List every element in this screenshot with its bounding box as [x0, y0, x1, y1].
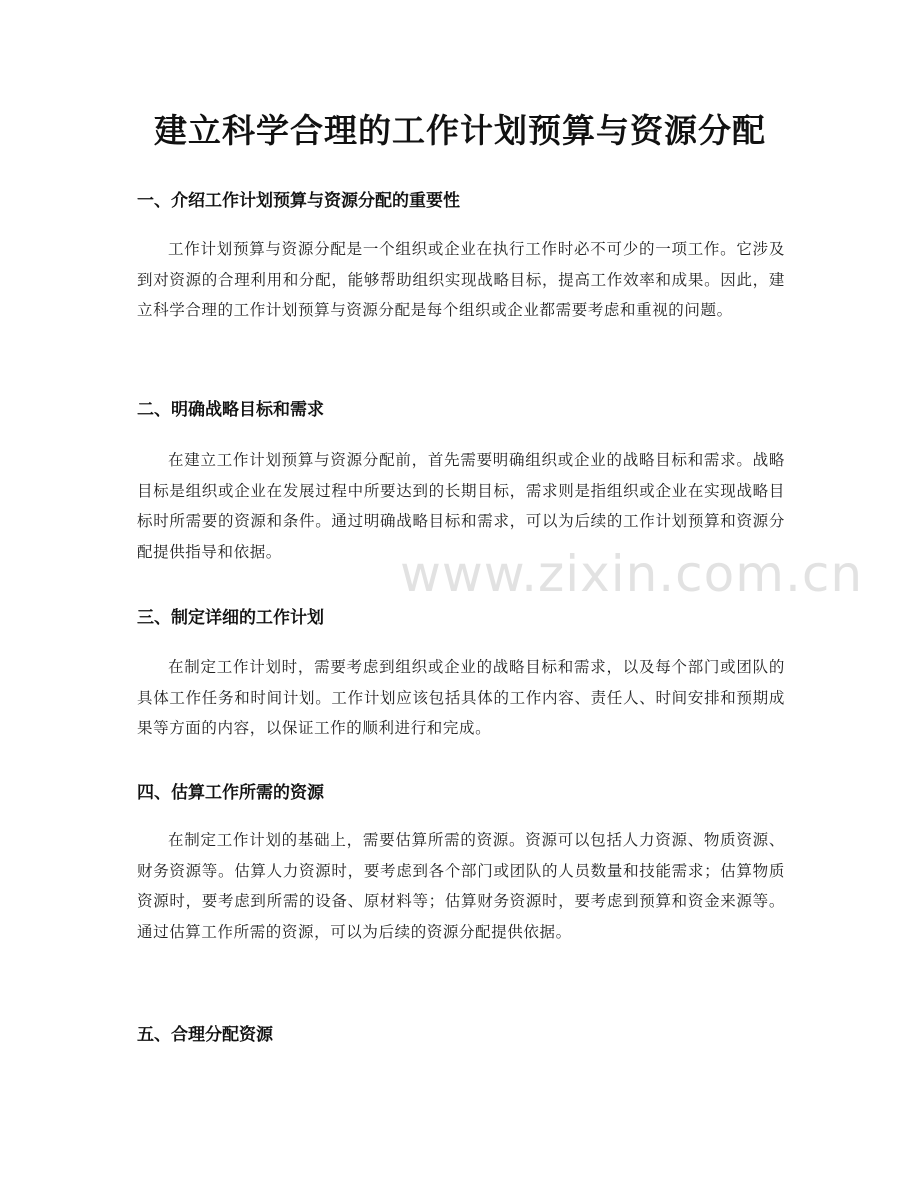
watermark: www.zixin.com.cn [400, 545, 864, 603]
section-heading-1: 一、介绍工作计划预算与资源分配的重要性 [137, 191, 460, 211]
section-heading-2: 二、明确战略目标和需求 [137, 400, 324, 420]
section-body-1: 工作计划预算与资源分配是一个组织或企业在执行工作时必不可少的一项工作。它涉及到对资源的合理利用和分配，能够帮助组织实现战略目标，提高工作效率和成果。因此，建立科学合理的工作计划预算与资源分配是每个组织或企业都需要考虑和重视的问题。 [137, 240, 785, 319]
section-heading-3: 三、制定详细的工作计划 [137, 608, 324, 628]
section-heading-5: 五、合理分配资源 [137, 1025, 273, 1045]
section-heading-4: 四、估算工作所需的资源 [137, 783, 324, 803]
section-body-3: 在制定工作计划时，需要考虑到组织或企业的战略目标和需求，以及每个部门或团队的具体工作任务和时间计划。工作计划应该包括具体的工作内容、责任人、时间安排和预期成果等方面的内容，以保证工作的顺利进行和完成。 [137, 658, 785, 737]
section-body-4: 在制定工作计划的基础上，需要估算所需的资源。资源可以包括人力资源、物质资源、财务资源等。估算人力资源时，要考虑到各个部门或团队的人员数量和技能需求；估算物质资源时，要考虑到所需的设备、原材料等；估算财务资源时，要考虑到预算和资金来源等。通过估算工作所需的资源，可以为后续的资源分配提供依据。 [137, 831, 785, 941]
section-body-2: 在建立工作计划预算与资源分配前，首先需要明确组织或企业的战略目标和需求。战略目标是组织或企业在发展过程中所要达到的长期目标，需求则是指组织或企业在实现战略目标时所需要的资源和条件。通过明确战略目标和需求，可以为后续的工作计划预算和资源分配提供指导和依据。 [137, 451, 785, 561]
document-title: 建立科学合理的工作计划预算与资源分配 [154, 111, 766, 150]
